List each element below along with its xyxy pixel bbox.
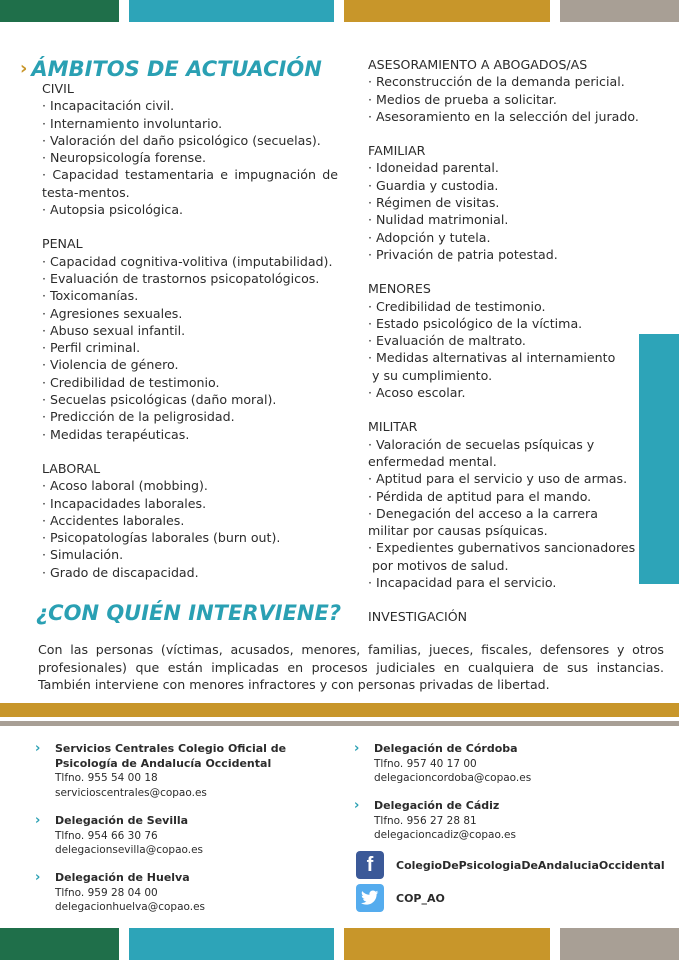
contact-cordoba <box>354 741 634 786</box>
section-familiar <box>368 142 648 263</box>
list-item: y su cumplimiento. <box>368 367 493 383</box>
chevron-right-icon: › <box>35 813 41 828</box>
section-title-investigacion: INVESTIGACIÓN <box>368 609 468 625</box>
list-item: · Adopción y tutela. <box>368 229 491 245</box>
list-item: · Credibilidad de testimonio. <box>42 374 220 390</box>
list-item: · Valoración de secuelas psíquicas y <box>368 436 595 452</box>
conquien-heading: ¿CON QUIÉN INTERVIENE? <box>36 601 342 625</box>
social-twitter[interactable] <box>356 884 445 912</box>
section-title-militar: MILITAR <box>368 419 418 435</box>
ambitos-heading <box>20 56 340 82</box>
section-title-familiar: FAMILIAR <box>368 143 426 159</box>
top-color-bar <box>0 0 679 22</box>
bottom-bar-gold <box>344 928 550 960</box>
contact-phone: Tlfno. 954 66 30 76 <box>55 829 158 842</box>
top-bar-teal <box>129 0 334 22</box>
contact-email[interactable]: delegacioncadiz@copao.es <box>374 829 516 841</box>
list-item: · Estado psicológico de la víctima. <box>368 315 583 331</box>
list-item: · Acoso laboral (mobbing). <box>42 478 208 494</box>
list-item: · Simulación. <box>42 547 124 563</box>
list-item: · Violencia de género. <box>42 357 179 373</box>
section-militar <box>368 418 648 591</box>
section-title-laboral: LABORAL <box>42 460 101 476</box>
contact-title: Delegación de Cádiz <box>374 799 500 812</box>
ambitos-heading-text: ÁMBITOS DE ACTUACIÓN <box>31 57 322 81</box>
contact-huelva <box>35 870 345 915</box>
chevron-right-icon: › <box>35 870 41 885</box>
contact-email[interactable]: delegacionhuelva@copao.es <box>55 901 206 913</box>
list-item: · Agresiones sexuales. <box>42 305 183 321</box>
contact-centrales <box>35 741 345 800</box>
section-title-civil: CIVIL <box>42 81 74 96</box>
list-item: · Capacidad testamentaria e impugnación de testa-mentos. <box>42 167 338 200</box>
list-item: enfermedad mental. <box>368 453 497 469</box>
list-item: · Accidentes laborales. <box>42 512 185 528</box>
section-laboral <box>42 460 340 581</box>
list-item: · Medidas alternativas al internamiento <box>368 350 616 366</box>
list-item: · Medios de prueba a solicitar. <box>368 91 557 107</box>
bottom-color-bar <box>0 928 679 960</box>
list-item: · Predicción de la peligrosidad. <box>42 409 235 425</box>
list-item: · Credibilidad de testimonio. <box>368 298 546 314</box>
social-facebook[interactable] <box>356 851 665 879</box>
bottom-bar-green <box>0 928 119 960</box>
list-item: militar por causas psíquicas. <box>368 523 548 539</box>
section-title-asesoramiento: ASESORAMIENTO A ABOGADOS/AS <box>368 57 588 72</box>
chevron-right-icon: › <box>354 741 360 756</box>
contact-phone: Tlfno. 957 40 17 00 <box>374 757 477 770</box>
list-item: · Privación de patria potestad. <box>368 246 558 262</box>
list-item: · Guardia y custodia. <box>368 177 499 193</box>
list-item: · Evaluación de trastornos psicopatológicos. <box>42 270 320 286</box>
list-item: · Aptitud para el servicio y uso de armas. <box>368 471 628 487</box>
list-item: · Psicopatologías laborales (burn out). <box>42 530 281 546</box>
list-item: · Capacidad cognitiva-volitiva (imputabilidad). <box>42 253 333 269</box>
list-item: por motivos de salud. <box>368 557 509 573</box>
right-column <box>368 56 648 626</box>
list-item: · Evaluación de maltrato. <box>368 333 526 349</box>
bottom-bar-taupe <box>560 928 679 960</box>
facebook-icon[interactable]: f <box>356 851 384 879</box>
list-item: · Secuelas psicológicas (daño moral). <box>42 392 277 408</box>
bottom-bar-teal <box>129 928 334 960</box>
contact-email[interactable]: delegacionsevilla@copao.es <box>55 844 204 856</box>
chevron-right-icon: › <box>35 741 41 756</box>
section-civil <box>42 80 340 218</box>
list-item: · Reconstrucción de la demanda pericial. <box>368 74 625 90</box>
divider-gold <box>0 703 679 717</box>
list-item: · Régimen de visitas. <box>368 195 500 211</box>
left-column <box>20 56 340 581</box>
contact-title: Delegación de Córdoba <box>374 742 518 755</box>
contact-phone: Tlfno. 959 28 04 00 <box>55 886 158 899</box>
top-bar-taupe <box>560 0 679 22</box>
section-title-menores: MENORES <box>368 281 431 297</box>
list-item: · Internamiento involuntario. <box>42 115 223 131</box>
list-item: · Pérdida de aptitud para el mando. <box>368 488 592 504</box>
list-item: · Asesoramiento en la selección del jurado. <box>368 108 639 124</box>
list-item: · Autopsia psicológica. <box>42 202 184 218</box>
section-title-penal: PENAL <box>42 236 83 252</box>
divider-taupe <box>0 721 679 726</box>
contact-title: Delegación de Huelva <box>55 871 190 884</box>
contact-phone: Tlfno. 955 54 00 18 <box>55 772 158 784</box>
contact-phone: Tlfno. 956 27 28 81 <box>374 814 477 827</box>
list-item: · Incapacidad para el servicio. <box>368 575 557 591</box>
contact-sevilla <box>35 813 345 858</box>
list-item: · Grado de discapacidad. <box>42 564 199 580</box>
contact-email[interactable]: delegacioncordoba@copao.es <box>374 772 532 784</box>
list-item: · Perfil criminal. <box>42 340 141 356</box>
contact-title: Servicios Centrales Colegio Oficial de Psicología de Andalucía Occidental <box>55 742 287 770</box>
list-item: · Expedientes gubernativos sancionadores <box>368 540 636 556</box>
contact-cadiz <box>354 798 634 843</box>
list-item: · Idoneidad parental. <box>368 160 499 176</box>
list-item: · Nulidad matrimonial. <box>368 212 509 228</box>
twitter-icon[interactable] <box>356 884 384 912</box>
list-item: · Incapacidades laborales. <box>42 495 207 511</box>
conquien-paragraph: Con las personas (víctimas, acusados, menores, familias, jueces, fiscales, defensores y otros profesionales) que están implicadas en procesos judiciales en cualquiera de sus instancias. También interviene con menores infractores y con personas privadas de libertad. <box>38 642 664 692</box>
contact-title: Delegación de Sevilla <box>55 814 189 827</box>
list-item: · Toxicomanías. <box>42 288 139 304</box>
section-penal <box>42 235 340 443</box>
list-item: · Neuropsicología forense. <box>42 150 206 166</box>
list-item: · Abuso sexual infantil. <box>42 322 186 338</box>
list-item: · Incapacitación civil. <box>42 98 175 114</box>
top-bar-gold <box>344 0 550 22</box>
twitter-label[interactable]: COP_AO <box>396 891 445 905</box>
contact-email[interactable]: servicioscentrales@copao.es <box>55 786 207 799</box>
section-menores <box>368 280 648 401</box>
chevron-right-icon: › <box>354 798 360 813</box>
facebook-label[interactable]: ColegioDePsicologiaDeAndaluciaOccidental <box>396 858 665 872</box>
top-bar-green <box>0 0 119 22</box>
list-item: · Acoso escolar. <box>368 385 466 401</box>
list-item: · Valoración del daño psicológico (secuelas). <box>42 132 321 148</box>
twitter-bird-shape <box>361 890 379 906</box>
section-asesoramiento <box>368 56 648 125</box>
chevron-right-icon: › <box>20 58 28 79</box>
list-item: · Medidas terapéuticas. <box>42 426 190 442</box>
list-item: · Denegación del acceso a la carrera <box>368 505 598 521</box>
